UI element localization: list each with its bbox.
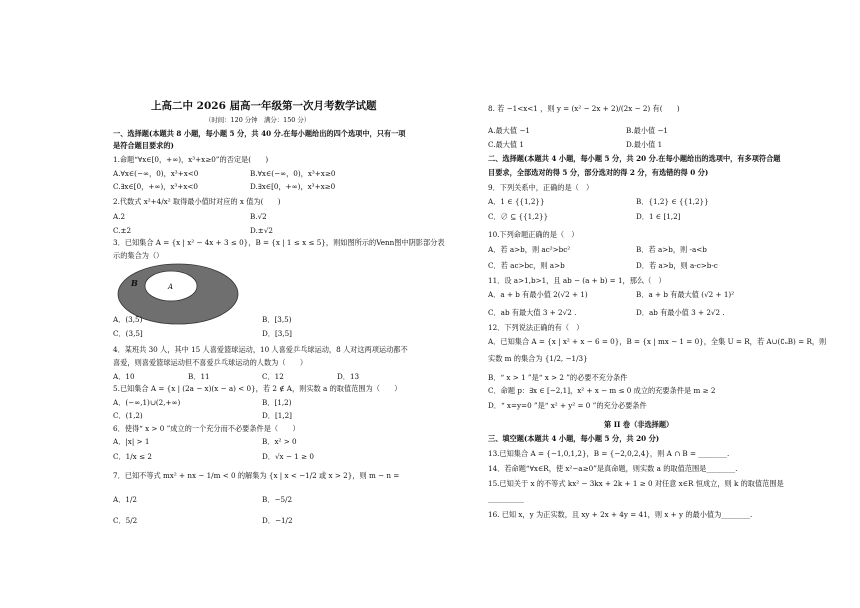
q11-stem: 11．设 a>1,b>1，且 ab − (a + b) = 1，那么（ ） xyxy=(488,276,666,285)
q3-stem-cont: 示的集合为（） xyxy=(113,251,164,260)
q6-option-a: A．|x| > 1 xyxy=(113,437,150,446)
q7-option-a: A．1/2 xyxy=(113,495,137,504)
q12-option-d: D．“ x=y=0 ”是“ x² + y² = 0 ”的充分必要条件 xyxy=(488,401,647,410)
q10-option-c: C．若 ac>bc，则 a>b xyxy=(488,261,565,270)
venn-label-a: A xyxy=(168,283,174,291)
q8-option-a: A.最大值 −1 xyxy=(488,126,530,135)
q7-stem: 7．已知不等式 mx² + nx − 1/m < 0 的解集为 {x | x < −1/2 或 x > 2}，则 m − n = xyxy=(113,471,400,480)
part2-heading: 第 II 卷（非选择题） xyxy=(604,420,674,429)
q1-option-c: C.∃x∈[0，+∞)，x³+x<0 xyxy=(113,182,198,191)
exam-title: 上高二中 2026 届高一年级第一次月考数学试题 xyxy=(151,100,377,112)
q11-option-a: A．a + b 有最小值 2(√2 + 1) xyxy=(488,290,588,299)
q3-option-c: C．(3,5] xyxy=(113,329,143,338)
q5-option-c: C．(1,2) xyxy=(113,411,143,420)
q6-option-b: B．x² > 0 xyxy=(262,437,297,446)
q3-option-b: B．[3,5) xyxy=(262,315,292,324)
q3-option-d: D．[3,5] xyxy=(262,329,292,338)
q5-stem: 5.已知集合 A = {x | (2a − x)(x − a) < 0}，若 2 ∉ A，则实数 a 的取值范围为（ ） xyxy=(113,384,402,393)
q6-option-c: C．1/x ≤ 2 xyxy=(113,452,152,461)
q11-option-b: B．a + b 有最大值 (√2 + 1)² xyxy=(636,290,735,299)
q15-blank: __________ xyxy=(488,494,524,503)
right-column xyxy=(430,0,860,608)
q1-stem: 1.命题“∀x∈[0，+∞)，x³+x≥0”的否定是( ) xyxy=(113,155,269,164)
q8-stem: 8. 若 −1<x<1 ，则 y = (x² − 2x + 2)/(2x − 2) 有( ) xyxy=(488,104,680,113)
q12-option-a: A．已知集合 A = {x | x² + x − 6 = 0}，B = {x | mx − 1 = 0}，全集 U = R，若 A∪(∁ᵤB) = R，则 xyxy=(488,337,827,346)
section2-heading: 二、选择题(本题共 4 小题，每小题 5 分，共 20 分.在每小题给出的选项中，有多项符合题 xyxy=(488,154,781,163)
q4-option-b: B．11 xyxy=(188,372,210,381)
q7-option-c: C．5/2 xyxy=(113,516,138,525)
q7-option-b: B．−5/2 xyxy=(262,495,293,504)
q12-stem: 12．下列说法正确的有（ ） xyxy=(488,323,584,332)
q2-option-a: A.2 xyxy=(113,212,126,221)
q12-option-a-cont: 实数 m 的集合为 {1/2, −1/3} xyxy=(488,354,588,363)
q5-option-b: B．[1,2) xyxy=(262,398,292,407)
q3-stem: 3．已知集合 A = {x | x² − 4x + 3 ≤ 0}，B = {x | 1 ≤ x ≤ 5}，则如图所示的Venn图中阴影部分表 xyxy=(113,238,445,247)
q9-option-d: D．1 ∈ [1,2] xyxy=(636,212,681,221)
q1-option-d: D.∃x∈[0，+∞)，x³+x≥0 xyxy=(250,182,336,191)
q12-option-b: B．“ x > 1 ”是“ x > 2 ”的必要不充分条件 xyxy=(488,373,628,382)
section1-heading-cont: 是符合题目要求的) xyxy=(113,141,174,150)
venn-label-b: B xyxy=(131,278,138,288)
q3-option-a: A．(3,5) xyxy=(113,315,143,324)
q15-stem: 15.已知关于 x 的不等式 kx² − 3kx + 2k + 1 ≥ 0 对任意 x∈R 恒成立，则 k 的取值范围是 xyxy=(488,479,784,488)
q8-option-d: D.最小值 1 xyxy=(626,140,663,149)
q5-option-a: A．(−∞,1)∪(2,+∞) xyxy=(113,398,181,407)
q7-option-d: D．−1/2 xyxy=(262,516,293,525)
q12-option-c: C．命题 p：∃x ∈ [−2,1]，x² + x − m ≤ 0 成立的充要条件是 m ≥ 2 xyxy=(488,386,716,395)
section2-heading-cont: 目要求，全部选对的得 5 分，部分选对的得 2 分，有选错的得 0 分) xyxy=(488,168,709,177)
q4-option-d: D．13 xyxy=(337,372,360,381)
q9-stem: 9．下列关系中，正确的是（ ） xyxy=(488,183,594,192)
q10-option-d: D．若 a>b，则 a-c>b-c xyxy=(636,261,718,270)
q4-option-a: A．10 xyxy=(113,372,135,381)
q14-stem: 14．若命题“∀x∈R，使 x²−a≥0”是真命题，则实数 a 的取值范围是________. xyxy=(488,464,738,473)
q9-option-a: A．1 ∈ {{1,2}} xyxy=(488,197,545,206)
q9-option-c: C．∅ ⊆ {{1,2}} xyxy=(488,212,549,221)
q4-stem: 4．某班共 30 人，其中 15 人喜爱篮球运动，10 人喜爱乒乓球运动，8 人对这两项运动都不 xyxy=(113,345,408,354)
q10-option-b: B．若 a>b，则 -a<b xyxy=(636,245,707,254)
section1-heading: 一、选择题(本题共 8 小题，每小题 5 分，共 40 分.在每小题给出的四个选项中，只有一项 xyxy=(113,129,406,138)
q11-option-c: C．ab 有最大值 3 + 2√2 . xyxy=(488,308,577,317)
q2-option-c: C.±2 xyxy=(113,226,132,235)
q2-stem: 2.代数式 x²+4/x² 取得最小值时对应的 x 值为( ) xyxy=(113,197,281,206)
q16-stem: 16. 已知 x，y 为正实数，且 xy + 2x + 4y = 41，则 x + y 的最小值为________. xyxy=(488,510,753,519)
q5-option-d: D．[1,2] xyxy=(262,411,292,420)
q2-option-d: D.±√2 xyxy=(250,226,273,235)
q8-option-c: C.最大值 1 xyxy=(488,140,524,149)
q1-option-b: B.∀x∈(−∞，0)，x³+x≥0 xyxy=(250,169,336,178)
q13-stem: 13.已知集合 A = {−1,0,1,2}，B = {−2,0,2,4}，则 A ∩ B = ________. xyxy=(488,449,730,458)
q8-option-b: B.最小值 −1 xyxy=(626,126,669,135)
q4-stem-cont: 喜爱，则喜爱篮球运动但不喜爱乒乓球运动的人数为（ ） xyxy=(113,358,308,367)
q4-option-c: C．12 xyxy=(262,372,284,381)
section3-heading: 三、填空题(本题共 4 小题，每小题 5 分，共 20 分) xyxy=(488,434,660,443)
q10-option-a: A．若 a>b，则 ac²>bc² xyxy=(488,245,571,254)
q10-stem: 10.下列命题正确的是（ ） xyxy=(488,230,579,239)
q11-option-d: D．ab 有最小值 3 + 2√2 . xyxy=(636,308,725,317)
q9-option-b: B．{1,2} ∈ {{1,2}} xyxy=(636,197,709,206)
q1-option-a: A.∀x∈(−∞，0)，x³+x<0 xyxy=(113,169,199,178)
exam-meta: （时间：120 分钟 满分：150 分） xyxy=(205,116,311,124)
q6-stem: 6．使得“ x > 0 ”成立的一个充分而不必要条件是（ ） xyxy=(113,424,300,433)
q2-option-b: B.√2 xyxy=(250,212,267,221)
q6-option-d: D．√x − 1 ≥ 0 xyxy=(262,452,314,461)
